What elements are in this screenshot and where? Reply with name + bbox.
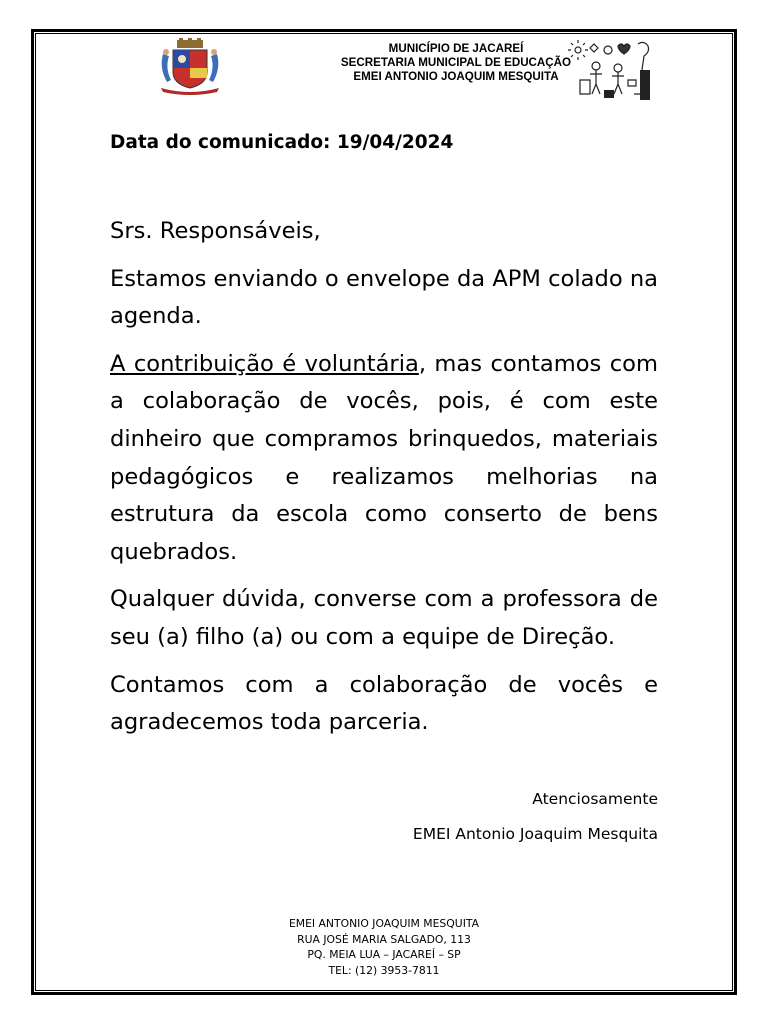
notice-date: Data do comunicado: 19/04/2024	[110, 132, 454, 153]
greeting: Srs. Responsáveis,	[110, 218, 321, 244]
notice-body	[110, 213, 658, 752]
signature: EMEI Antonio Joaquim Mesquita	[412, 825, 658, 843]
header-secretariat: SECRETARIA MUNICIPAL DE EDUCAÇÃO	[340, 56, 572, 69]
paragraph-contribution-rest: , mas contamos com a colaboração de vocês, pois, é com este dinheiro que compramos brinquedos, materiais pedagógicos e realizamos melhorias na estrutura da escola como conserto de bens quebrados.	[110, 350, 658, 565]
school-header	[320, 42, 592, 84]
coat-of-arms-icon	[155, 38, 225, 96]
closing-salutation: Atenciosamente	[532, 790, 658, 808]
footer-phone: TEL: (12) 3953-7811	[328, 963, 440, 977]
paragraph-thanks: Contamos com a colaboração de vocês e agradecemos toda parceria.	[110, 671, 658, 736]
footer-street: RUA JOSÉ MARIA SALGADO, 113	[297, 932, 471, 946]
footer-district: PQ. MEIA LUA – JACAREÍ – SP	[307, 948, 461, 962]
paragraph-contribution	[110, 346, 658, 572]
footer-address	[234, 916, 534, 978]
voluntary-contribution-emphasis: A contribuição é voluntária	[110, 350, 419, 377]
header-municipality: MUNICÍPIO DE JACAREÍ	[388, 42, 524, 55]
paragraph-questions: Qualquer dúvida, converse com a professora de seu (a) filho (a) ou com a equipe de Direção.	[110, 586, 658, 650]
footer-school-name: EMEI ANTONIO JOAQUIM MESQUITA	[288, 917, 480, 930]
paragraph-envelope: Estamos enviando o envelope da APM colado na agenda.	[110, 265, 658, 330]
header-school-name: EMEI ANTONIO JOAQUIM MESQUITA	[353, 70, 559, 83]
